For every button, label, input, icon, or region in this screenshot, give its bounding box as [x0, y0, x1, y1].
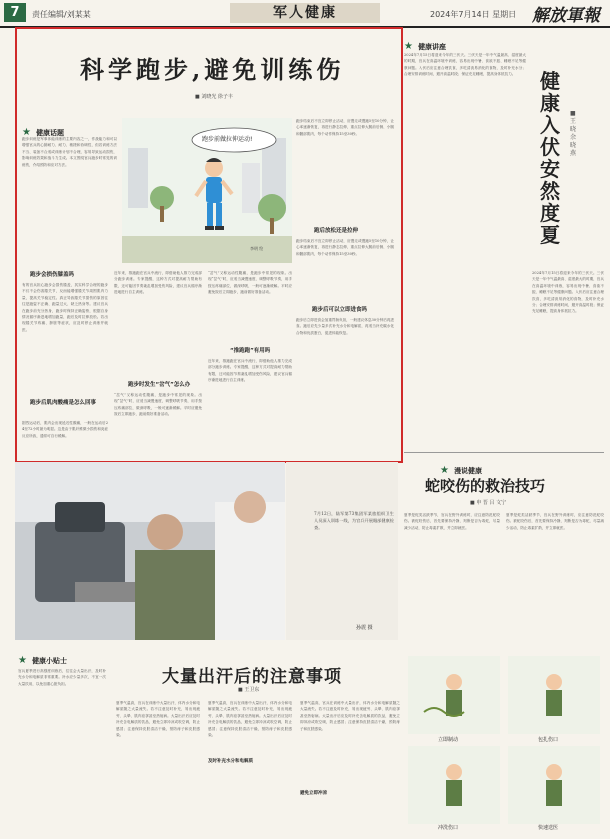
page-header	[0, 0, 610, 28]
col2-heading1: 跑步时发生“岔气”怎么办	[128, 382, 191, 388]
comic-heading: ★ 漫说健康	[440, 465, 483, 476]
bottom-article-col2: 夏季气温高，官兵在训练中大量出汗，体内水分和电解质随之大量流失。若不注意及时补充，易出现疲劳、头晕、肌肉痉挛甚至热射病。大量出汗后应及时补充含电解质的饮品，避免立即冲凉或吹空调，防止感冒；注意保持皮肤清洁干燥，预防痱子和皮肤感染。	[208, 701, 292, 738]
col2-body1: “岔气”又称运动性腹痛，是跑步中常见的现象。出现“岔气”时，应适当减慢速度，调整呼吸节奏，用手按压疼痛部位，做深呼吸，一般可逐渐缓解。平时应避免饭后立即跑步，跑前做好准备活动。	[114, 393, 202, 417]
tips-body: 官兵夏季进行高强度训练后，往往会大量出汗，及时补充水分和电解质非常重要。补水应少量多次，不宜一次大量饮用，以免加重心脏负担。	[18, 669, 106, 686]
lecture-body-col2: 2024年7月15日将迎来今年的三伏天。三伏天是一年中气温最高、湿度最大的时期，官兵在高温环境中训练，容易出现中暑、食欲不振、睡眠不足等健康问题。入伏后应注意合理饮食，多吃清淡易消化的食物，及时补充水分；合理安排训练时间，避开高温时段；保证充足睡眠，提高身体抵抗力。	[532, 271, 604, 314]
date-line: 2024年7月14日 星期日	[430, 10, 517, 19]
photo-caption-box	[286, 462, 398, 640]
illustration-bubble-text: 跑步前做拉伸运动!	[202, 136, 253, 143]
comic-panel-label: 包扎伤口	[538, 737, 559, 743]
photo-credit: 孙震 摄	[356, 625, 373, 631]
bottom-article-col3: 夏季气温高，官兵在训练中大量出汗，体内水分和电解质随之大量流失。若不注意及时补充，易出现疲劳、头晕、肌肉痉挛甚至热射病。大量出汗后应及时补充含电解质的饮品，避免立即冲凉或吹空调，防止感冒；注意保持皮肤清洁干燥，预防痱子和皮肤感染。	[300, 701, 400, 731]
runner-illustration	[122, 118, 292, 263]
col3-body2: 跑步后立即进食会加重胃肠负担，一般建议休息30分钟后再进食。跑后应先少量多次补充水分和电解质，再适当补充碳水化合物和优质蛋白，促进体能恢复。	[296, 318, 394, 335]
page-number: 7	[4, 3, 26, 22]
col3-heading1: 跑后放松还是拉伸	[314, 228, 359, 234]
star-icon: ★	[440, 465, 449, 476]
bottom-article-subheading1: 及时补充水分和电解质	[208, 759, 253, 764]
comic-panel-label: 立即制动	[438, 737, 459, 743]
comic-title: 蛇咬伤的救治技巧	[425, 477, 546, 495]
col1-heading2: 跑步后肌肉酸痛是怎么回事	[30, 400, 97, 406]
tips-heading: ★ 健康小贴士	[18, 655, 68, 666]
photo-caption: 7月12日，陆军第73集团军某旅组织卫生人员深入训练一线，为官兵开展眼部健康检查。	[314, 511, 394, 530]
section-title: 军人健康	[230, 3, 380, 23]
lecture-author: ■ 王晓 余晓燕	[570, 110, 577, 157]
bottom-article-byline: ■ 王卫东	[238, 687, 260, 693]
lecture-heading: ★ 健康讲座	[404, 41, 447, 52]
illustration-credit: 李明 绘	[250, 246, 264, 251]
editor-line: 责任编辑/刘某某	[32, 10, 91, 19]
star-icon: ★	[404, 41, 413, 52]
col2-body2: 近年来，推跑跑在官兵中流行，即借助他人推力完成部分跑步训练。专家提醒，这种方式对提高耐力帮助有限，还可能因节奏紊乱增加受伤风险，建议官兵循序渐进地进行自主训练。	[208, 359, 292, 383]
newspaper-logo: 解放軍報	[532, 6, 600, 26]
col3-heading2: 跑步后可以立即进食吗	[312, 307, 368, 313]
comic-body-col1: 夏季是蛇类活跃季节，官兵在野外训练时，应注意防范蛇咬伤。被蛇咬伤后，首先要保持冷静，判断是否为毒蛇，尽量减少活动，防止毒素扩散，并立即就医。	[404, 513, 500, 530]
col1-heading1: 跑步会损伤膝盖吗	[30, 272, 75, 278]
col2-heading2: “推跑跑”有用吗	[230, 348, 271, 354]
comic-body-col2: 夏季是蛇类活跃季节，官兵在野外训练时，应注意防范蛇咬伤。被蛇咬伤后，首先要保持冷静，判断是否为毒蛇，尽量减少活动，防止毒素扩散，并立即就医。	[506, 513, 604, 530]
bottom-article-subheading2: 避免立即冲凉	[300, 791, 327, 796]
main-article-title: 科学跑步,避免训练伤	[80, 55, 345, 84]
col2b-body: “岔气”又称运动性腹痛，是跑步中常见的现象。出现“岔气”时，应适当减慢速度，调整呼吸节奏，用手按压疼痛部位，做深呼吸，一般可逐渐缓解。平时应避免饭后立即跑步，跑前做好准备活动。	[208, 271, 292, 295]
comic-panel-label: 快速送医	[538, 825, 559, 831]
col3-body1: 跑步结束后不宜立即停止活动，应慢走或慢跑5至10分钟，让心率逐渐恢复，再进行静态拉伸，重点拉伸大腿前后侧、小腿和髋部肌肉，每个动作保持15至30秒。	[296, 239, 394, 256]
section-heading-health-topic: ★ 健康话题	[22, 127, 65, 138]
eye-exam-photo	[15, 462, 285, 640]
col3-intro-body: 跑步结束后不宜立即停止活动，应慢走或慢跑5至10分钟，让心率逐渐恢复，再进行静态拉伸，重点拉伸大腿前后侧、小腿和髋部肌肉，每个动作保持15至30秒。	[296, 119, 394, 136]
main-article-byline: ■ 刘晓光 徐子丰	[195, 94, 233, 100]
col1-body1: 有的官兵担心跑步会损伤膝盖，其实科学合理的跑步不仅不会伤害膝关节，反而能增强膝关节周围肌肉力量，提高关节稳定性。真正导致膝关节损伤的原因往往是跑姿不正确、跑量过大、缺乏热身等。建议官兵在跑步前充分热身，跑步时保持正确姿势，根据自身情况循序渐进地增加跑量，跑后及时拉伸放松。若出现膝关节疼痛、肿胀等症状，应及时停止训练并就医。	[22, 283, 108, 332]
col1-body2: 剧烈运动后，肌肉会出现延迟性酸痛，一般在运动后24至72小时最为明显。这是由于肌纤维微小损伤和炎症反应所致，通常可自行缓解。	[22, 421, 108, 438]
lecture-body: 2024年7月15日将迎来今年的三伏天。三伏天是一年中气温最高、湿度最大的时期，官兵在高温环境中训练，容易出现中暑、食欲不振、睡眠不足等健康问题。入伏后应注意合理饮食，多吃清淡易消化的食物，及时补充水分；合理安排训练时间，避开高温时段；保证充足睡眠，提高身体抵抗力。	[404, 53, 526, 77]
star-icon: ★	[22, 127, 31, 138]
col2-body-upper: 近年来，推跑跑在官兵中流行，即借助他人推力完成部分跑步训练。专家提醒，这种方式对提高耐力帮助有限，还可能因节奏紊乱增加受伤风险，建议官兵循序渐进地进行自主训练。	[114, 271, 202, 295]
comic-byline: ■ 申 晋 吕 文宁	[470, 500, 507, 506]
comic-panels	[404, 652, 604, 834]
comic-panel-label: 冲洗伤口	[438, 825, 459, 831]
star-icon: ★	[18, 655, 27, 666]
vertical-title: 健康入伏 安然度夏	[540, 69, 560, 247]
divider	[404, 452, 604, 453]
bottom-article-col1: 夏季气温高，官兵在训练中大量出汗，体内水分和电解质随之大量流失。若不注意及时补充，易出现疲劳、头晕、肌肉痉挛甚至热射病。大量出汗后应及时补充含电解质的饮品，避免立即冲凉或吹空调，防止感冒；注意保持皮肤清洁干燥，预防痱子和皮肤感染。	[116, 701, 200, 738]
bottom-article-title: 大量出汗后的注意事项	[162, 667, 342, 687]
section1-body: 跑步训练是军事体能训练的主要内容之一，作战能力和可以增强官兵的心肺耐力、耐力、敏捷和协调性，但若训练方法不当、装备不合适或训练计划不合理，容易导致运动损伤，影响训练效果和战斗力生成。本文围绕官兵跑步时常见的训练伤，介绍预防和应对方法。	[22, 137, 117, 167]
